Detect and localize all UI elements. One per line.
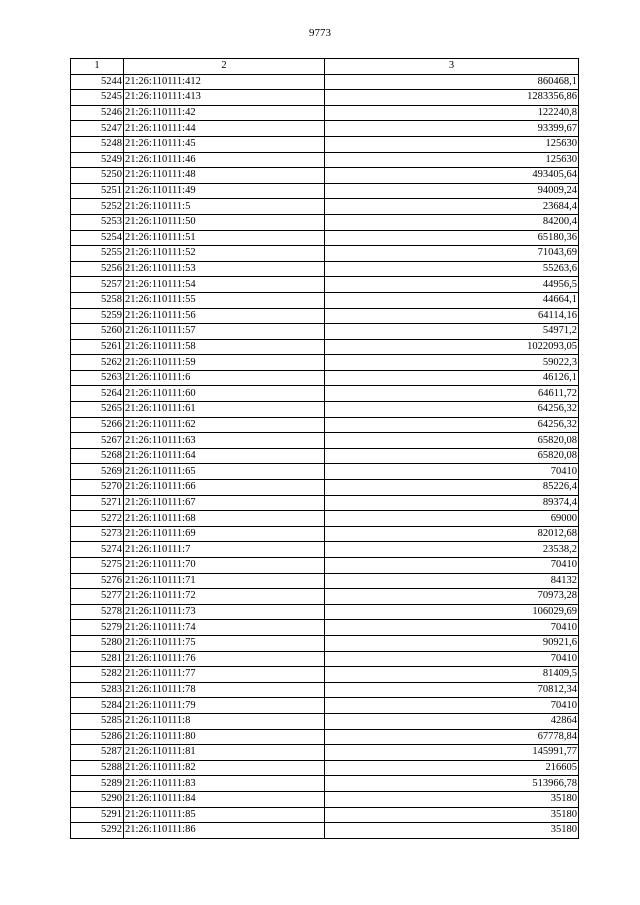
value-cell: 65180,36 <box>325 230 579 246</box>
cadastral-number-cell: 21:26:110111:85 <box>124 807 325 823</box>
value-cell: 54971,2 <box>325 324 579 340</box>
cadastral-number-cell: 21:26:110111:67 <box>124 495 325 511</box>
table-row <box>71 230 579 246</box>
cadastral-number-cell: 21:26:110111:7 <box>124 542 325 558</box>
row-number-cell: 5260 <box>71 324 124 340</box>
cadastral-number-cell: 21:26:110111:53 <box>124 261 325 277</box>
value-cell: 35180 <box>325 823 579 839</box>
table-row <box>71 620 579 636</box>
value-cell: 106029,69 <box>325 604 579 620</box>
cadastral-number-cell: 21:26:110111:70 <box>124 558 325 574</box>
value-cell: 493405,64 <box>325 168 579 184</box>
table-row <box>71 183 579 199</box>
cadastral-number-cell: 21:26:110111:77 <box>124 667 325 683</box>
value-cell: 70973,28 <box>325 589 579 605</box>
cadastral-number-cell: 21:26:110111:5 <box>124 199 325 215</box>
row-number-cell: 5244 <box>71 74 124 90</box>
value-cell: 64611,72 <box>325 386 579 402</box>
value-cell: 89374,4 <box>325 495 579 511</box>
row-number-cell: 5269 <box>71 464 124 480</box>
cadastral-number-cell: 21:26:110111:80 <box>124 729 325 745</box>
row-number-cell: 5253 <box>71 214 124 230</box>
cadastral-number-cell: 21:26:110111:71 <box>124 573 325 589</box>
row-number-cell: 5290 <box>71 791 124 807</box>
cadastral-number-cell: 21:26:110111:78 <box>124 682 325 698</box>
row-number-cell: 5261 <box>71 339 124 355</box>
table-row <box>71 667 579 683</box>
row-number-cell: 5247 <box>71 121 124 137</box>
row-number-cell: 5278 <box>71 604 124 620</box>
table-row <box>71 324 579 340</box>
value-cell: 35180 <box>325 791 579 807</box>
table-row <box>71 698 579 714</box>
cadastral-number-cell: 21:26:110111:46 <box>124 152 325 168</box>
table-row <box>71 604 579 620</box>
row-number-cell: 5274 <box>71 542 124 558</box>
value-cell: 46126,1 <box>325 370 579 386</box>
table-row <box>71 417 579 433</box>
row-number-cell: 5291 <box>71 807 124 823</box>
cadastral-number-cell: 21:26:110111:412 <box>124 74 325 90</box>
table-row <box>71 823 579 839</box>
table-row <box>71 152 579 168</box>
cadastral-number-cell: 21:26:110111:55 <box>124 292 325 308</box>
row-number-cell: 5255 <box>71 246 124 262</box>
cadastral-number-cell: 21:26:110111:45 <box>124 136 325 152</box>
row-number-cell: 5281 <box>71 651 124 667</box>
value-cell: 84132 <box>325 573 579 589</box>
table-row <box>71 90 579 106</box>
table-row <box>71 339 579 355</box>
value-cell: 860468,1 <box>325 74 579 90</box>
row-number-cell: 5254 <box>71 230 124 246</box>
table-row <box>71 355 579 371</box>
value-cell: 94009,24 <box>325 183 579 199</box>
value-cell: 70410 <box>325 558 579 574</box>
column-header-3: 3 <box>325 59 579 75</box>
table-row <box>71 511 579 527</box>
row-number-cell: 5264 <box>71 386 124 402</box>
row-number-cell: 5256 <box>71 261 124 277</box>
row-number-cell: 5265 <box>71 402 124 418</box>
cadastral-number-cell: 21:26:110111:6 <box>124 370 325 386</box>
value-cell: 84200,4 <box>325 214 579 230</box>
value-cell: 65820,08 <box>325 448 579 464</box>
row-number-cell: 5286 <box>71 729 124 745</box>
table-row <box>71 713 579 729</box>
row-number-cell: 5270 <box>71 480 124 496</box>
table-row <box>71 495 579 511</box>
value-cell: 70410 <box>325 651 579 667</box>
table-row <box>71 277 579 293</box>
table-row <box>71 199 579 215</box>
cadastral-number-cell: 21:26:110111:61 <box>124 402 325 418</box>
value-cell: 93399,67 <box>325 121 579 137</box>
table-row <box>71 480 579 496</box>
value-cell: 65820,08 <box>325 433 579 449</box>
table-row <box>71 261 579 277</box>
table-row <box>71 542 579 558</box>
table-row <box>71 651 579 667</box>
value-cell: 70410 <box>325 620 579 636</box>
column-header-1: 1 <box>71 59 124 75</box>
value-cell: 81409,5 <box>325 667 579 683</box>
cadastral-number-cell: 21:26:110111:52 <box>124 246 325 262</box>
table-row <box>71 292 579 308</box>
table-row <box>71 448 579 464</box>
table-row <box>71 370 579 386</box>
table-row <box>71 807 579 823</box>
table-row <box>71 402 579 418</box>
row-number-cell: 5268 <box>71 448 124 464</box>
cadastral-number-cell: 21:26:110111:81 <box>124 745 325 761</box>
value-cell: 70410 <box>325 698 579 714</box>
value-cell: 125630 <box>325 136 579 152</box>
table-row <box>71 74 579 90</box>
row-number-cell: 5248 <box>71 136 124 152</box>
table-row <box>71 246 579 262</box>
cadastral-number-cell: 21:26:110111:66 <box>124 480 325 496</box>
row-number-cell: 5272 <box>71 511 124 527</box>
cadastral-number-cell: 21:26:110111:57 <box>124 324 325 340</box>
table-row <box>71 729 579 745</box>
table-row <box>71 526 579 542</box>
value-cell: 64256,32 <box>325 402 579 418</box>
value-cell: 64114,16 <box>325 308 579 324</box>
table-row <box>71 121 579 137</box>
cadastral-number-cell: 21:26:110111:48 <box>124 168 325 184</box>
value-cell: 145991,77 <box>325 745 579 761</box>
value-cell: 69000 <box>325 511 579 527</box>
row-number-cell: 5263 <box>71 370 124 386</box>
value-cell: 85226,4 <box>325 480 579 496</box>
cadastral-number-cell: 21:26:110111:83 <box>124 776 325 792</box>
value-cell: 44956,5 <box>325 277 579 293</box>
row-number-cell: 5287 <box>71 745 124 761</box>
cadastral-number-cell: 21:26:110111:72 <box>124 589 325 605</box>
cadastral-number-cell: 21:26:110111:51 <box>124 230 325 246</box>
value-cell: 67778,84 <box>325 729 579 745</box>
value-cell: 70410 <box>325 464 579 480</box>
table-row <box>71 760 579 776</box>
table-row <box>71 682 579 698</box>
row-number-cell: 5258 <box>71 292 124 308</box>
row-number-cell: 5252 <box>71 199 124 215</box>
row-number-cell: 5275 <box>71 558 124 574</box>
row-number-cell: 5284 <box>71 698 124 714</box>
table-row <box>71 214 579 230</box>
row-number-cell: 5271 <box>71 495 124 511</box>
table-row <box>71 105 579 121</box>
table-row <box>71 168 579 184</box>
value-cell: 44664,1 <box>325 292 579 308</box>
value-cell: 70812,34 <box>325 682 579 698</box>
cadastral-number-cell: 21:26:110111:42 <box>124 105 325 121</box>
value-cell: 59022,3 <box>325 355 579 371</box>
value-cell: 71043,69 <box>325 246 579 262</box>
row-number-cell: 5276 <box>71 573 124 589</box>
cadastral-number-cell: 21:26:110111:73 <box>124 604 325 620</box>
row-number-cell: 5273 <box>71 526 124 542</box>
table-row <box>71 573 579 589</box>
cadastral-number-cell: 21:26:110111:56 <box>124 308 325 324</box>
table-row <box>71 776 579 792</box>
row-number-cell: 5267 <box>71 433 124 449</box>
page-number: 9773 <box>309 27 331 39</box>
table-row <box>71 558 579 574</box>
value-cell: 23538,2 <box>325 542 579 558</box>
row-number-cell: 5246 <box>71 105 124 121</box>
column-header-2: 2 <box>124 59 325 75</box>
cadastral-number-cell: 21:26:110111:54 <box>124 277 325 293</box>
value-cell: 35180 <box>325 807 579 823</box>
value-cell: 82012,68 <box>325 526 579 542</box>
row-number-cell: 5283 <box>71 682 124 698</box>
table-body <box>71 74 579 838</box>
value-cell: 42864 <box>325 713 579 729</box>
value-cell: 90921,6 <box>325 635 579 651</box>
cadastral-number-cell: 21:26:110111:75 <box>124 635 325 651</box>
row-number-cell: 5288 <box>71 760 124 776</box>
table-row <box>71 589 579 605</box>
cadastral-number-cell: 21:26:110111:82 <box>124 760 325 776</box>
cadastral-number-cell: 21:26:110111:68 <box>124 511 325 527</box>
value-cell: 55263,6 <box>325 261 579 277</box>
table-row <box>71 433 579 449</box>
cadastral-number-cell: 21:26:110111:65 <box>124 464 325 480</box>
row-number-cell: 5282 <box>71 667 124 683</box>
row-number-cell: 5279 <box>71 620 124 636</box>
value-cell: 1283356,86 <box>325 90 579 106</box>
table-header <box>71 59 579 75</box>
cadastral-number-cell: 21:26:110111:62 <box>124 417 325 433</box>
value-cell: 122240,8 <box>325 105 579 121</box>
row-number-cell: 5259 <box>71 308 124 324</box>
table-row <box>71 136 579 152</box>
table-row <box>71 635 579 651</box>
row-number-cell: 5266 <box>71 417 124 433</box>
cadastral-number-cell: 21:26:110111:58 <box>124 339 325 355</box>
value-cell: 23684,4 <box>325 199 579 215</box>
cadastral-number-cell: 21:26:110111:74 <box>124 620 325 636</box>
value-cell: 216605 <box>325 760 579 776</box>
value-cell: 64256,32 <box>325 417 579 433</box>
table-row <box>71 791 579 807</box>
cadastral-number-cell: 21:26:110111:63 <box>124 433 325 449</box>
row-number-cell: 5249 <box>71 152 124 168</box>
cadastral-number-cell: 21:26:110111:86 <box>124 823 325 839</box>
cadastral-number-cell: 21:26:110111:64 <box>124 448 325 464</box>
cadastral-number-cell: 21:26:110111:8 <box>124 713 325 729</box>
cadastral-number-cell: 21:26:110111:76 <box>124 651 325 667</box>
row-number-cell: 5280 <box>71 635 124 651</box>
row-number-cell: 5250 <box>71 168 124 184</box>
table-row <box>71 464 579 480</box>
row-number-cell: 5257 <box>71 277 124 293</box>
row-number-cell: 5292 <box>71 823 124 839</box>
row-number-cell: 5277 <box>71 589 124 605</box>
value-cell: 125630 <box>325 152 579 168</box>
cadastral-number-cell: 21:26:110111:84 <box>124 791 325 807</box>
table-row <box>71 386 579 402</box>
cadastral-number-cell: 21:26:110111:79 <box>124 698 325 714</box>
row-number-cell: 5251 <box>71 183 124 199</box>
cadastral-number-cell: 21:26:110111:44 <box>124 121 325 137</box>
cadastral-number-cell: 21:26:110111:69 <box>124 526 325 542</box>
value-cell: 513966,78 <box>325 776 579 792</box>
row-number-cell: 5285 <box>71 713 124 729</box>
cadastral-number-cell: 21:26:110111:59 <box>124 355 325 371</box>
table-row <box>71 308 579 324</box>
cadastral-number-cell: 21:26:110111:50 <box>124 214 325 230</box>
row-number-cell: 5262 <box>71 355 124 371</box>
value-cell: 1022093,05 <box>325 339 579 355</box>
data-table <box>70 58 579 839</box>
header-row <box>71 59 579 75</box>
cadastral-number-cell: 21:26:110111:413 <box>124 90 325 106</box>
cadastral-number-cell: 21:26:110111:60 <box>124 386 325 402</box>
table-row <box>71 745 579 761</box>
row-number-cell: 5289 <box>71 776 124 792</box>
row-number-cell: 5245 <box>71 90 124 106</box>
cadastral-number-cell: 21:26:110111:49 <box>124 183 325 199</box>
